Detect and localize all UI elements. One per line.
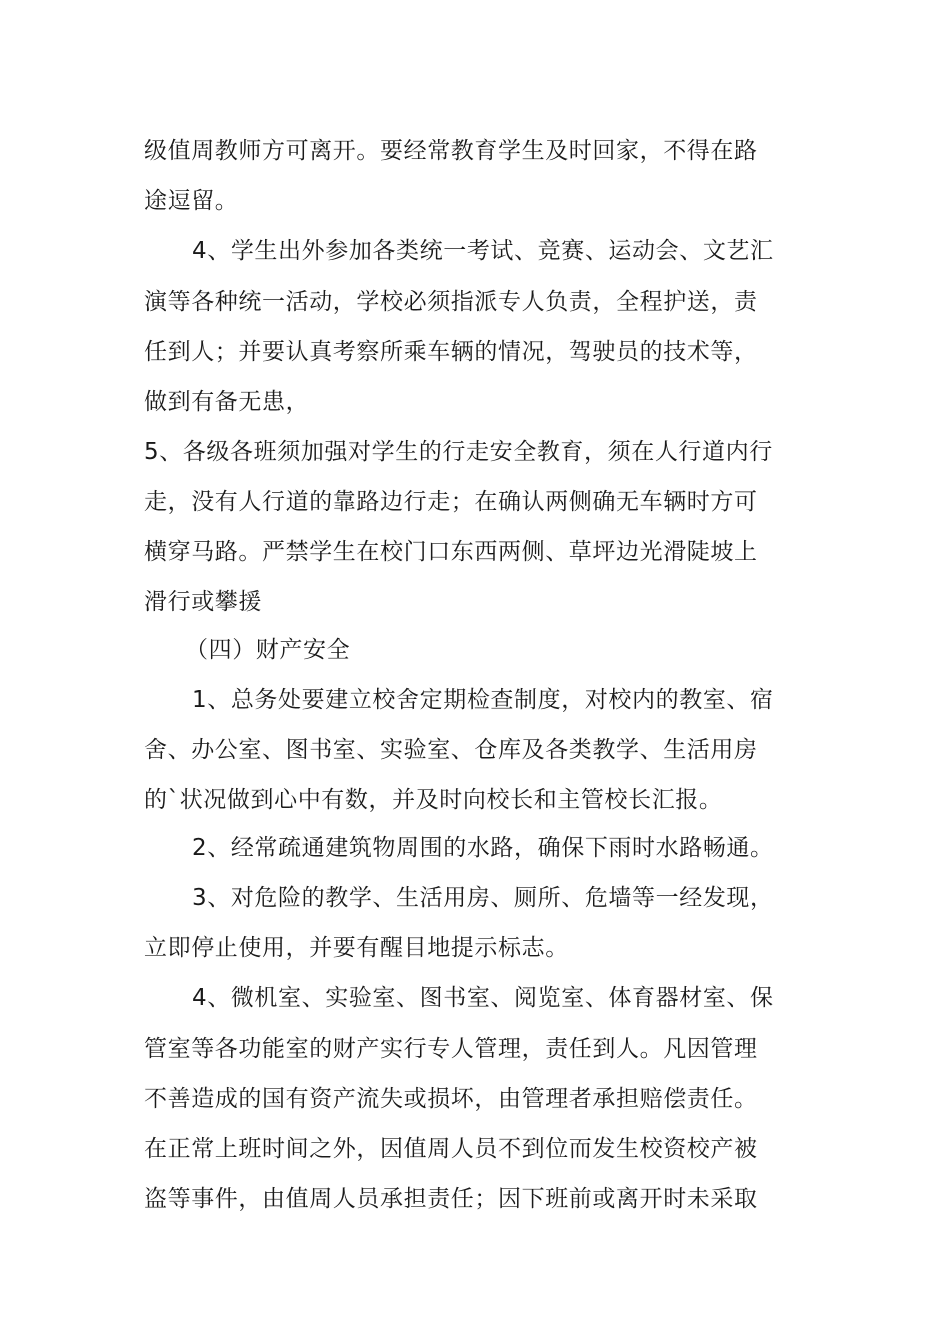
text-line-16: 3、对危险的教学、生活用房、厕所、危墙等一经发现，: [192, 885, 774, 911]
text-line-5: 任到人；并要认真考察所乘车辆的情况，驾驶员的技术等，: [144, 339, 758, 365]
text-line-12: 1、总务处要建立校舍定期检查制度，对校内的教室、宿: [192, 687, 774, 713]
text-line-7: 5、各级各班须加强对学生的行走安全教育，须在人行道内行: [144, 439, 773, 465]
text-line-9: 横穿马路。严禁学生在校门口东西两侧、草坪边光滑陡坡上: [144, 539, 758, 565]
text-line-22: 盗等事件，由值周人员承担责任；因下班前或离开时未采取: [144, 1186, 758, 1212]
text-line-4: 演等各种统一活动，学校必须指派专人负责，全程护送，责: [144, 289, 758, 315]
text-line-6: 做到有备无患，: [144, 389, 310, 415]
text-line-21: 在正常上班时间之外，因值周人员不到位而发生校资校产被: [144, 1136, 758, 1162]
text-line-19: 管室等各功能室的财产实行专人管理，责任到人。凡因管理: [144, 1036, 758, 1062]
text-line-1: 级值周教师方可离开。要经常教育学生及时回家，不得在路: [144, 138, 758, 164]
text-line-8: 走，没有人行道的靠路边行走；在确认两侧确无车辆时方可: [144, 489, 758, 515]
section-heading: （四）财产安全: [185, 637, 351, 663]
text-line-18: 4、微机室、实验室、图书室、阅览室、体育器材室、保: [192, 985, 774, 1011]
text-line-10: 滑行或攀援: [144, 589, 262, 615]
text-line-2: 途逗留。: [144, 188, 239, 214]
text-line-20: 不善造成的国有资产流失或损坏，由管理者承担赔偿责任。: [144, 1086, 758, 1112]
text-line-17: 立即停止使用，并要有醒目地提示标志。: [144, 935, 569, 961]
text-line-13: 舍、办公室、图书室、实验室、仓库及各类教学、生活用房: [144, 737, 758, 763]
text-line-14: 的`状况做到心中有数，并及时向校长和主管校长汇报。: [144, 787, 723, 813]
text-line-15: 2、经常疏通建筑物周围的水路，确保下雨时水路畅通。: [192, 835, 774, 861]
text-line-3: 4、学生出外参加各类统一考试、竞赛、运动会、文艺汇: [192, 238, 774, 264]
